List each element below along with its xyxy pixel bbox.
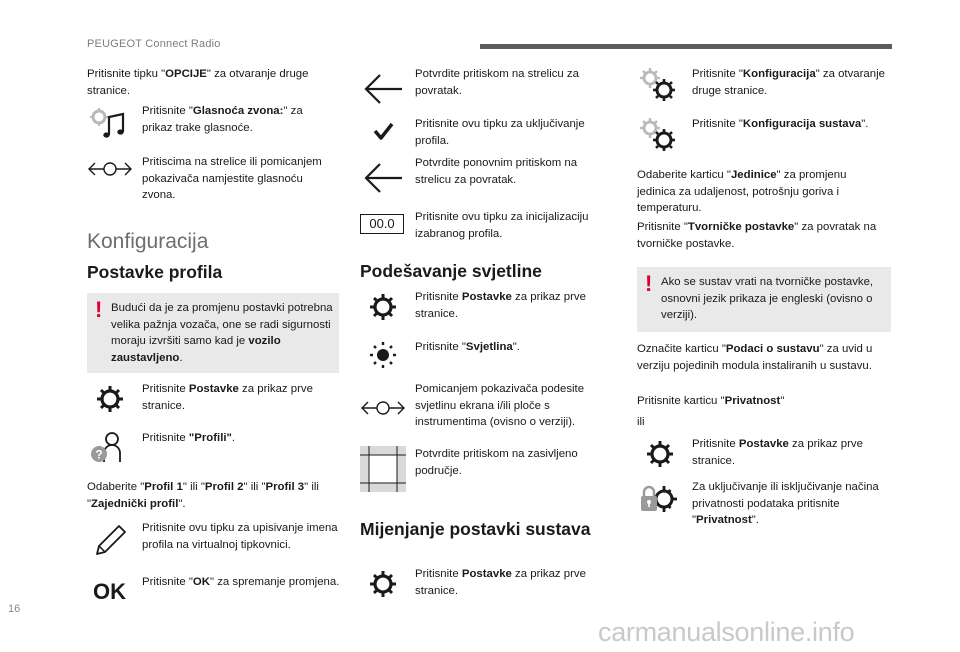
settings-gear-icon xyxy=(360,289,406,329)
warning-icon: ! xyxy=(95,297,103,322)
intro-text: Pritisnite tipku "OPCIJE" za otvaranje druge stranice. xyxy=(87,68,309,97)
subsection-title: Postavke profila xyxy=(87,262,223,282)
settings-gear-icon xyxy=(87,381,133,421)
factory-text: Pritisnite "Tvorničke postavke" za povratak na tvorničke postavke. xyxy=(637,221,877,250)
sysconf-text: Pritisnite "Konfiguracija sustava". xyxy=(692,118,869,130)
config-gears-icon xyxy=(637,66,683,106)
lock-gear-icon xyxy=(637,479,683,519)
warning-icon: ! xyxy=(645,271,653,296)
reset-text: Pritisnite ovu tipku za inicijalizaciju izabranog profila. xyxy=(415,211,589,240)
system-data-text: Označite karticu "Podaci o sustavu" za uvid u verziju pojedinih modula instaliranih u sustavu. xyxy=(637,343,873,372)
arrows-text: Pritiscima na strelice ili pomicanjem pokazivača namjestite glasnoću zvona. xyxy=(142,156,322,202)
brightness-icon xyxy=(360,339,406,379)
arrows-slider-icon xyxy=(87,154,133,194)
profile-select-text: Odaberite "Profil 1" ili "Profil 2" ili "Profil 3" ili "Zajednički profil". xyxy=(87,481,319,510)
settings4-text: Pritisnite Postavke za prikaz prve stranice. xyxy=(692,438,863,467)
back-arrow-icon xyxy=(360,72,406,112)
ok-text: Pritisnite "OK" za spremanje promjena. xyxy=(142,576,340,588)
privacy-text: Pritisnite karticu "Privatnost" xyxy=(637,395,785,407)
check-text: Pritisnite ovu tipku za uključivanje profila. xyxy=(415,118,585,147)
svg-text:?: ? xyxy=(95,447,103,462)
profile-icon xyxy=(87,430,133,470)
system-section-title: Mijenjanje postavki sustava xyxy=(360,519,591,539)
config-text: Pritisnite "Konfiguracija" za otvaranje druge stranice. xyxy=(692,68,885,97)
settings-gear-icon xyxy=(360,566,406,606)
settings-text: Pritisnite Postavke za prikaz prve stranice. xyxy=(142,383,313,412)
back1-text: Potvrdite pritiskom na strelicu za povratak. xyxy=(415,68,579,97)
check-icon xyxy=(360,116,406,156)
ok-icon: OK xyxy=(93,579,126,604)
pencil-text: Pritisnite ovu tipku za upisivanje imena profila na virtualnoj tipkovnici. xyxy=(142,522,338,551)
brightness-text: Pritisnite "Svjetlina". xyxy=(415,341,520,353)
grey-area-icon xyxy=(360,446,406,492)
settings3-text: Pritisnite Postavke za prikaz prve stranice. xyxy=(415,568,586,597)
grey-area-text: Potvrdite pritiskom na zasivljeno područje. xyxy=(415,448,578,477)
config-gears-icon xyxy=(637,116,683,156)
header-bar xyxy=(480,44,892,49)
units-text: Odaberite karticu "Jedinice" za promjenu jedinica za udaljenost, potrošnju goriva i temperaturu. xyxy=(637,169,847,215)
section-title: Konfiguracija xyxy=(87,230,209,253)
ringtone-icon xyxy=(87,103,133,143)
watermark: carmanualsonline.info xyxy=(598,617,855,647)
arrows-slider-icon xyxy=(360,393,406,433)
warning-box xyxy=(87,293,339,373)
pencil-icon xyxy=(87,520,133,560)
factory-warning-box xyxy=(637,267,891,332)
brightness-section-title: Podešavanje svjetline xyxy=(360,261,542,281)
profiles-text: Pritisnite "Profili". xyxy=(142,432,236,444)
reset-icon: 00.0 xyxy=(360,214,404,234)
settings2-text: Pritisnite Postavke za prikaz prve stranice. xyxy=(415,291,586,320)
back2-text: Potvrdite ponovnim pritiskom na strelicu za povratak. xyxy=(415,157,578,186)
brightness-slider-text: Pomicanjem pokazivača podesite svjetlinu ekrana i/ili ploče s instrumentima (ovisno o verziji). xyxy=(415,383,585,429)
running-header: PEUGEOT Connect Radio xyxy=(87,38,221,50)
ringtone-text: Pritisnite "Glasnoća zvona:" za prikaz trake glasnoće. xyxy=(142,105,303,134)
lock-text: Za uključivanje ili isključivanje načina privatnosti podataka pritisnite "Privatnost". xyxy=(692,481,879,527)
warning-text: Budući da je za promjenu postavki potrebna velika pažnja vozača, one se radi sigurnosti moraju izvršiti samo kad je vozilo zaustavljeno. xyxy=(111,302,333,364)
page-number: 16 xyxy=(8,603,21,615)
settings-gear-icon xyxy=(637,436,683,476)
back-arrow-icon xyxy=(360,161,406,201)
factory-warning-text: Ako se sustav vrati na tvorničke postavke, osnovni jezik prikaza je engleski (ovisno o verziji). xyxy=(661,276,874,322)
or-text: ili xyxy=(637,416,645,428)
